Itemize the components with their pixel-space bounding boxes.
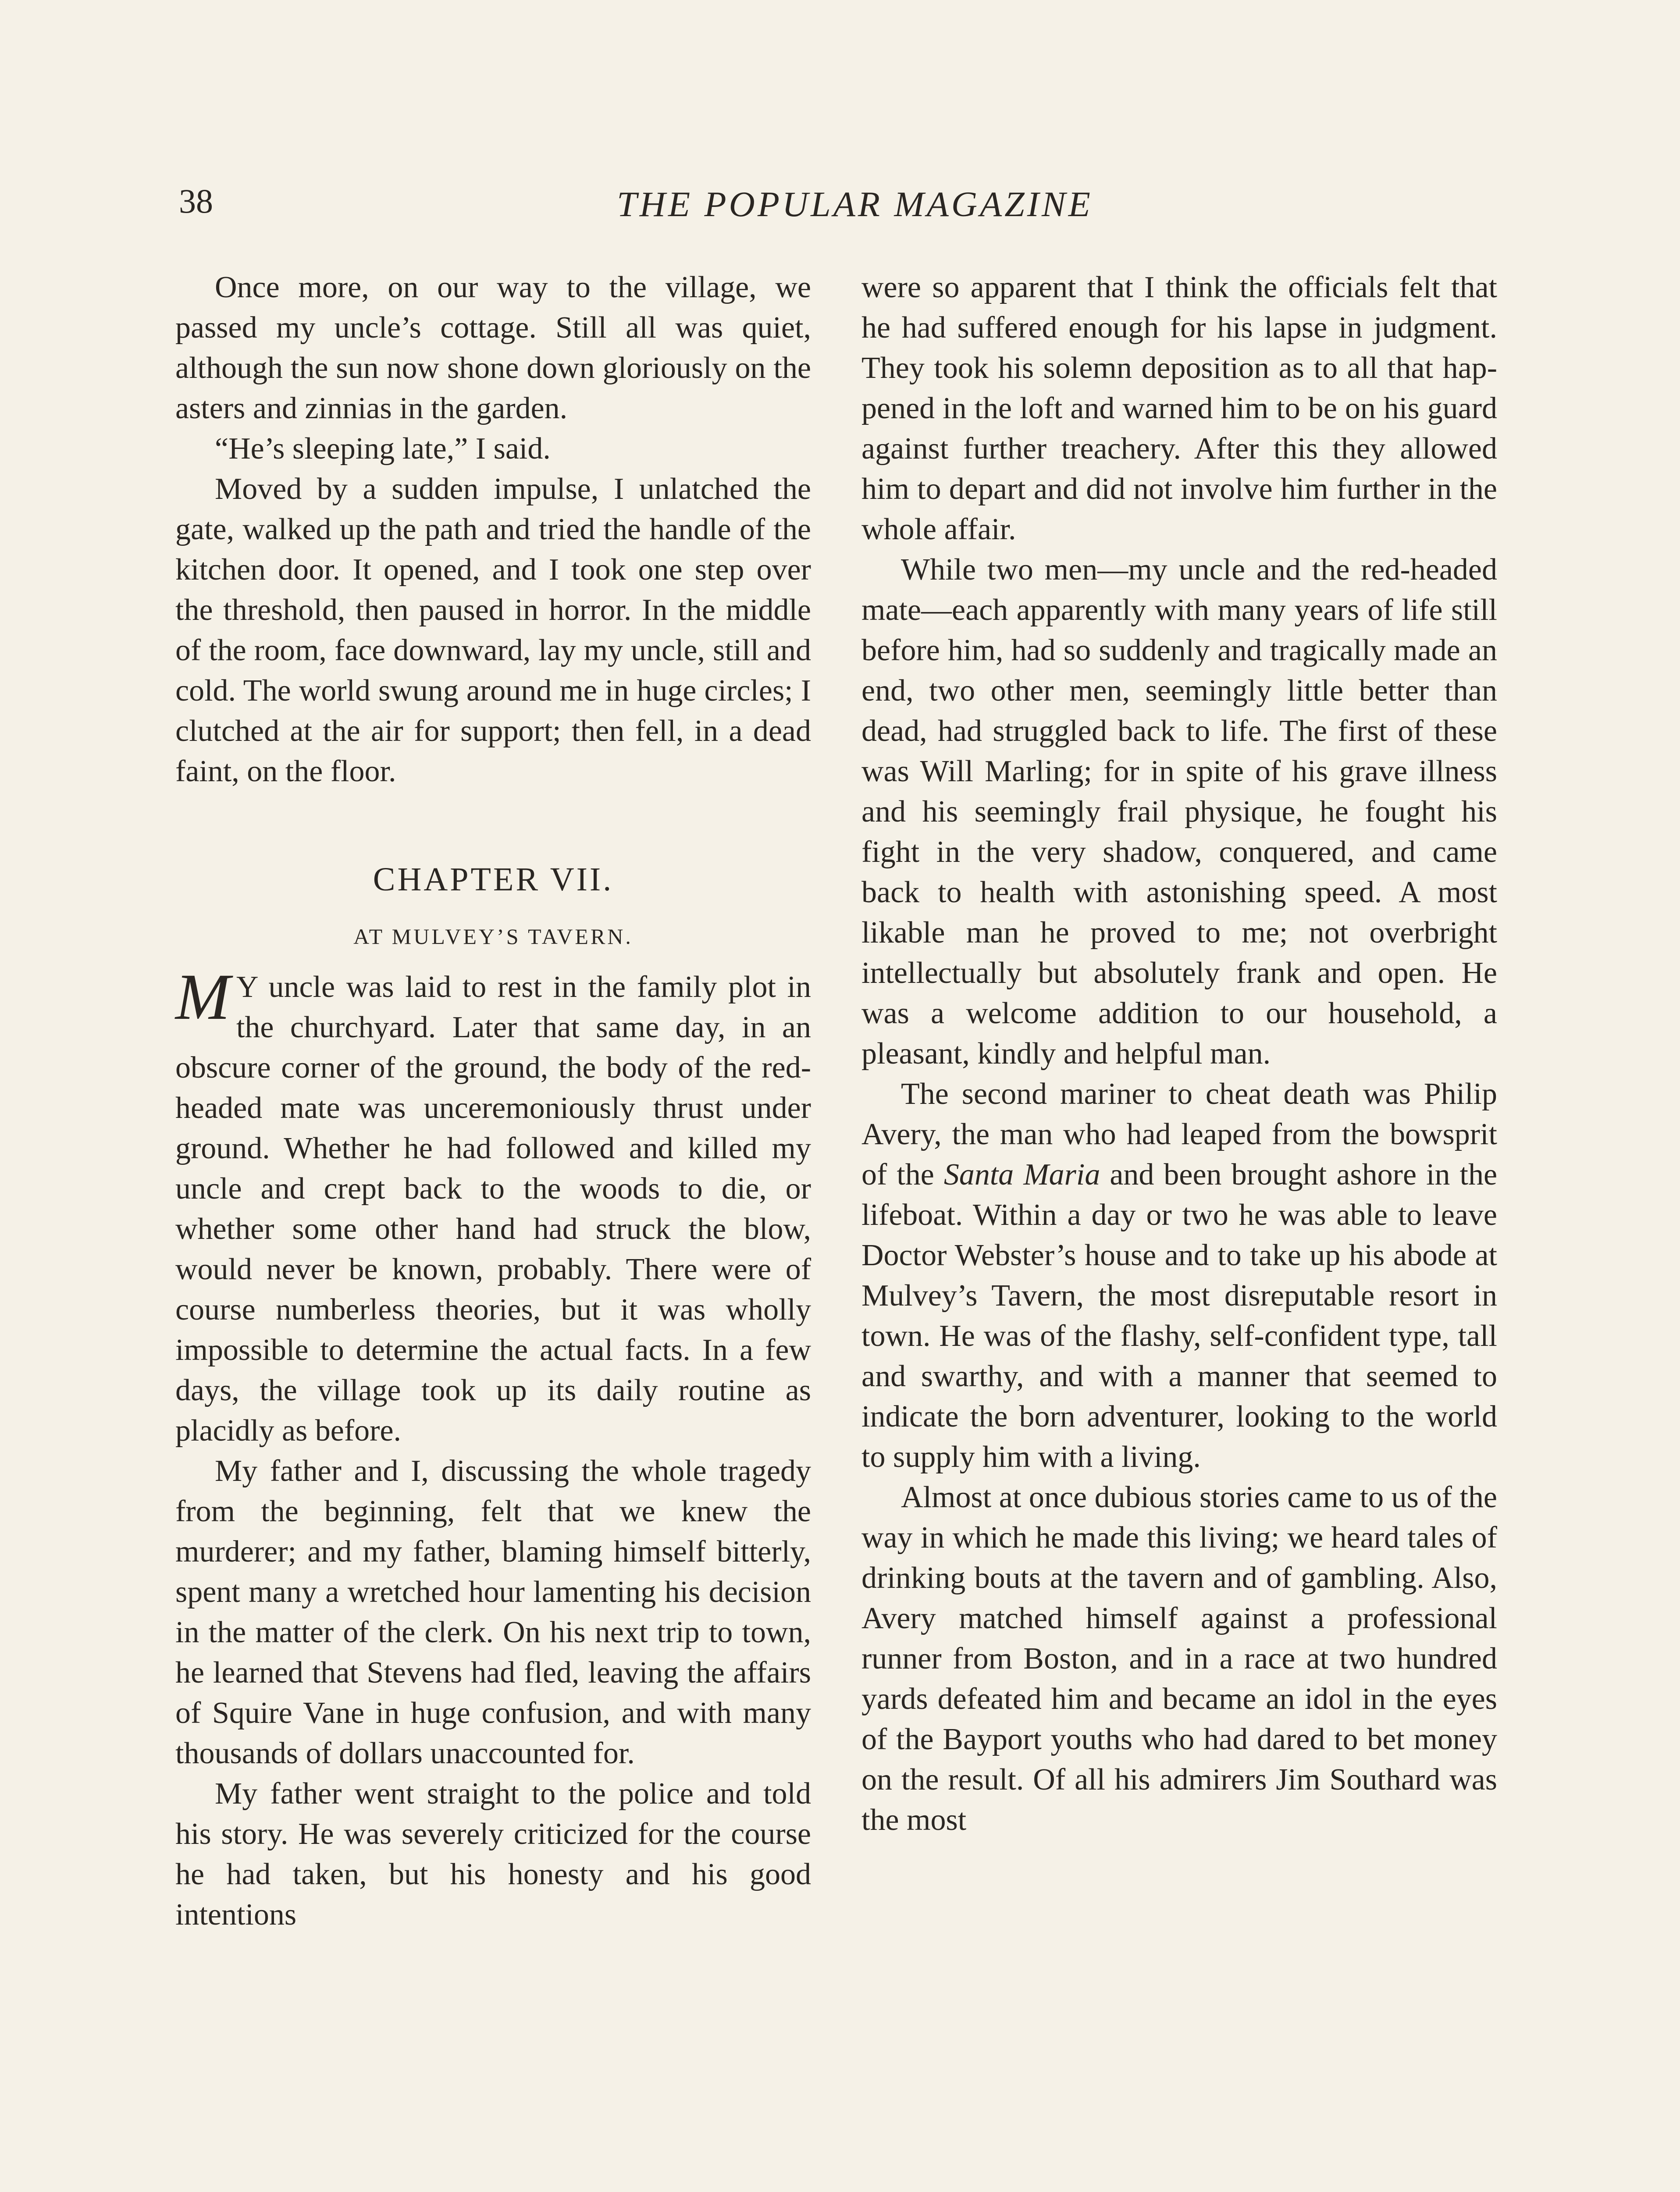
dropcap-paragraph <box>175 961 811 1451</box>
paragraph: Almost at once dubious stories came to us of the way in which he made this living; we heard tales of drinking bouts at the tavern and of gambling. Also, Avery matched himself against a professional runner from Boston, and in a race at two hundred yards defeated him and became an idol in the eyes of the Bayport youths who had dared to bet money on the result. Of all his admirers Jim Southard was the most <box>861 1480 1497 1837</box>
ship-name: Santa Maria <box>943 1158 1100 1192</box>
dropcap-letter: M <box>175 961 230 1033</box>
chapter-heading: CHAPTER VII. <box>373 861 614 898</box>
left-column <box>175 267 811 1935</box>
paragraph-text: and been brought ashore in the lifeboat. Within a day or two he was able to leave Doctor Webster’s house and to take up his abode at Mulvey’s Tavern, the most disreputable resort in town. He was of the flashy, self-confident type, tall and swarthy, and with a manner that seemed to indicate the born adventurer, looking to the world to supply him with a living. <box>861 1158 1498 1474</box>
paragraph-text: The second mariner to cheat death was Philip Avery, the man who had leaped from the bowsprit of the <box>861 1077 1497 1192</box>
dropcap-paragraph-text: Y uncle was laid to rest in the family plot in the churchyard. Later that same day, in an obscure corner of the ground, the body of the red-headed mate was unceremoniously thrust under ground. Whether he had followed and killed my uncle and crept back to the woods to die, or whether some other hand had struck the blow, would never be known, probably. There were of course numberless theories, but it was wholly impossible to determine the actual facts. In a few days, the village took up its daily routine as placidly as before. <box>175 970 811 1448</box>
chapter-subtitle: AT MULVEY’S TAVERN. <box>353 924 633 949</box>
right-column <box>861 267 1497 1840</box>
paragraph: While two men—my uncle and the red-headed mate—each apparently with many years of life still before him, had so suddenly and tragically made an end, two other men, seemingly little better than dead, had struggled back to life. The first of these was Will Marling; for in spite of his grave illness and his seemingly frail physique, he fought his fight in the very shadow, conquered, and came back to health with astonishing speed. A most likable man he proved to me; not overbright intellectually but absolutely frank and open. He was a welcome addition to our household, a pleasant, kindly and helpful man. <box>861 553 1497 1071</box>
page-number: 38 <box>179 182 213 220</box>
paragraph: Moved by a sudden impulse, I unlatched the gate, walked up the path and tried the handle of the kitchen door. It opened, and I took one step over the threshold, then paused in horror. In the middle of the room, face downward, lay my uncle, still and cold. The world swung around me in huge circles; I clutched at the air for support; then fell, in a dead faint, on the floor. <box>175 472 811 788</box>
continued-paragraph: were so apparent that I think the officials felt that he had suffered enough for his lapse in judgment. They took his solemn deposition as to all that happened in the loft and warned him to be on his guard against further treachery. After this they allowed him to depart and did not involve him further in the whole affair. <box>861 270 1497 546</box>
running-head: THE POPULAR MAGAZINE <box>617 184 1093 224</box>
paragraph: My father went straight to the police and told his story. He was severely criticized for the course he had taken, but his honesty and his good intentions <box>175 1777 811 1932</box>
paragraph-avery <box>861 1074 1497 1477</box>
paragraph: Once more, on our way to the village, we passed my uncle’s cottage. Still all was quiet, although the sun now shone down gloriously on the asters and zinnias in the garden. <box>175 270 811 425</box>
paragraph: “He’s sleeping late,” I said. <box>215 432 551 466</box>
paragraph: My father and I, discussing the whole tragedy from the beginning, felt that we knew the murderer; and my father, blaming himself bitterly, spent many a wretched hour lamenting his decision in the matter of the clerk. On his next trip to town, he learned that Stevens had fled, leaving the affairs of Squire Vane in huge confusion, and with many thousands of dollars unaccounted for. <box>175 1454 811 1770</box>
